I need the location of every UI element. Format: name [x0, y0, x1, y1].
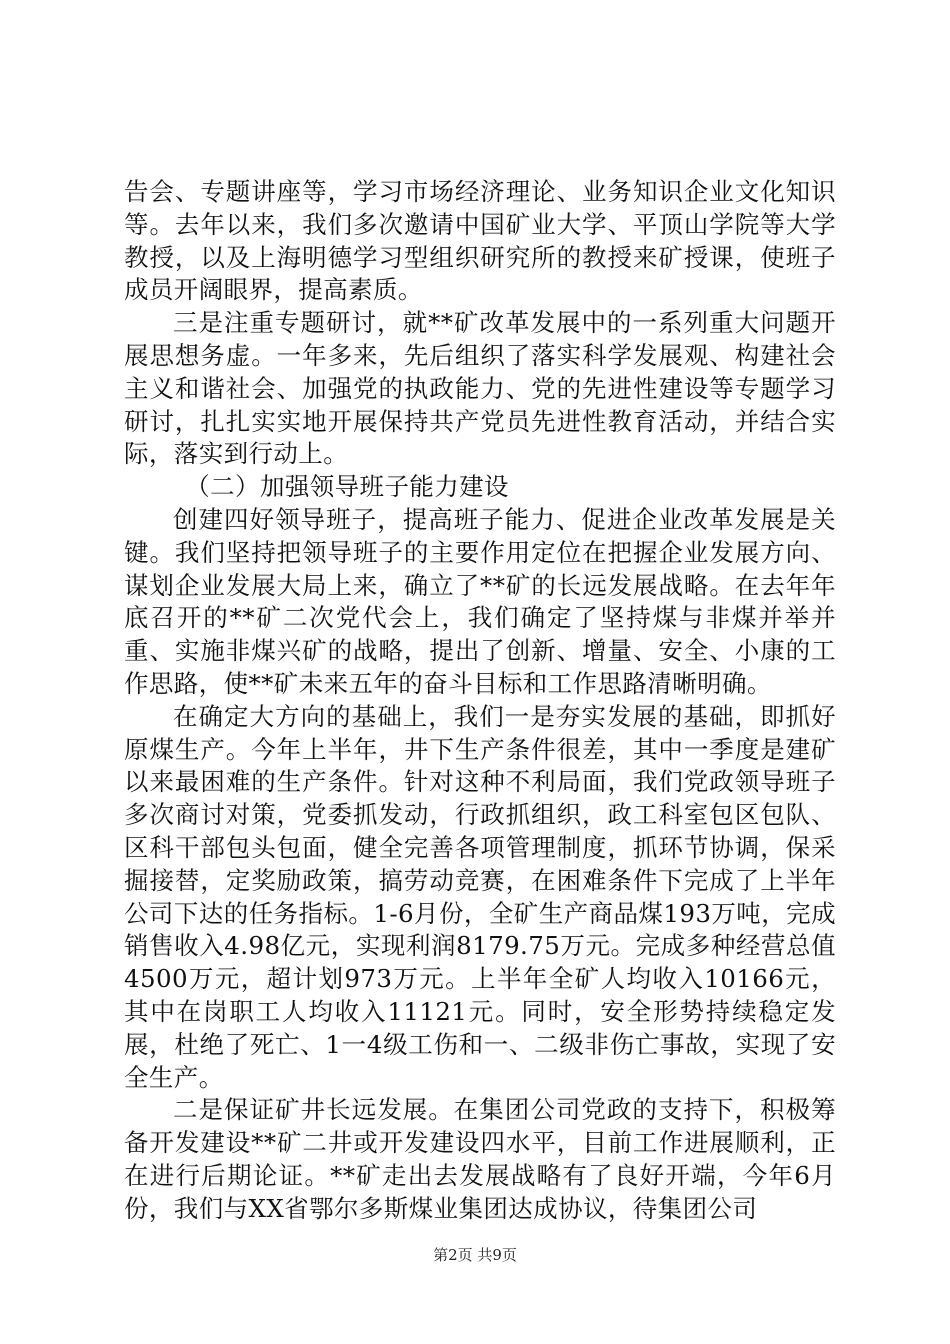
paragraph: 告会、专题讲座等，学习市场经济理论、业务知识企业文化知识等。去年以来，我们多次邀请中国矿业大学、平顶山学院等大学教授，以及上海明德学习型组织研究所的教授来矿授课，使班子成员开阔眼界，提高素质。 [124, 177, 836, 305]
paragraph: 三是注重专题研讨，就**矿改革发展中的一系列重大问题开展思想务虚。一年多来，先后组织了落实科学发展观、构建社会主义和谐社会、加强党的执政能力、党的先进性建设等专题学习研讨，扎扎实实地开展保持共产党员先进性教育活动，并结合实际，落实到行动上。 [124, 308, 836, 469]
paragraph: 在确定大方向的基础上，我们一是夯实发展的基础，即抓好原煤生产。今年上半年，井下生产条件很差，其中一季度是建矿以来最困难的生产条件。针对这种不利局面，我们党政领导班子多次商讨对策，党委抓发动，行政抓组织，政工科室包区包队、区科干部包头包面，健全完善各项管理制度，抓环节协调，保采掘接替，定奖励政策，搞劳动竞赛，在困难条件下完成了上半年公司下达的任务指标。1-6月份，全矿生产商品煤193万吨，完成销售收入4.98亿元，实现利润8179.75万元。完成多种经营总值4500万元，超计划973万元。上半年全矿人均收入10166元，其中在岗职工人均收入11121元。同时，安全形势持续稳定发展，杜绝了死亡、1一4级工伤和一、二级非伤亡事故，实现了安全生产。 [124, 701, 836, 1092]
page-number-footer: 第2页 共9页 [433, 1246, 517, 1264]
document-body [124, 176, 836, 1226]
section-heading: （二）加强领导班子能力建设 [185, 472, 509, 502]
paragraph: 二是保证矿井长远发展。在集团公司党政的支持下，积极筹备开发建设**矿二井或开发建设四水平，目前工作进展顺利，正在进行后期论证。**矿走出去发展战略有了良好开端，今年6月份，我们与XX省鄂尔多斯煤业集团达成协议，待集团公司 [124, 1095, 836, 1223]
paragraph: 创建四好领导班子，提高班子能力、促进企业改革发展是关键。我们坚持把领导班子的主要作用定位在把握企业发展方向、谋划企业发展大局上来，确立了**矿的长远发展战略。在去年年底召开的**矿二次党代会上，我们确定了坚持煤与非煤并举并重、实施非煤兴矿的战略，提出了创新、增量、安全、小康的工作思路，使**矿未来五年的奋斗目标和工作思路清晰明确。 [124, 504, 836, 698]
